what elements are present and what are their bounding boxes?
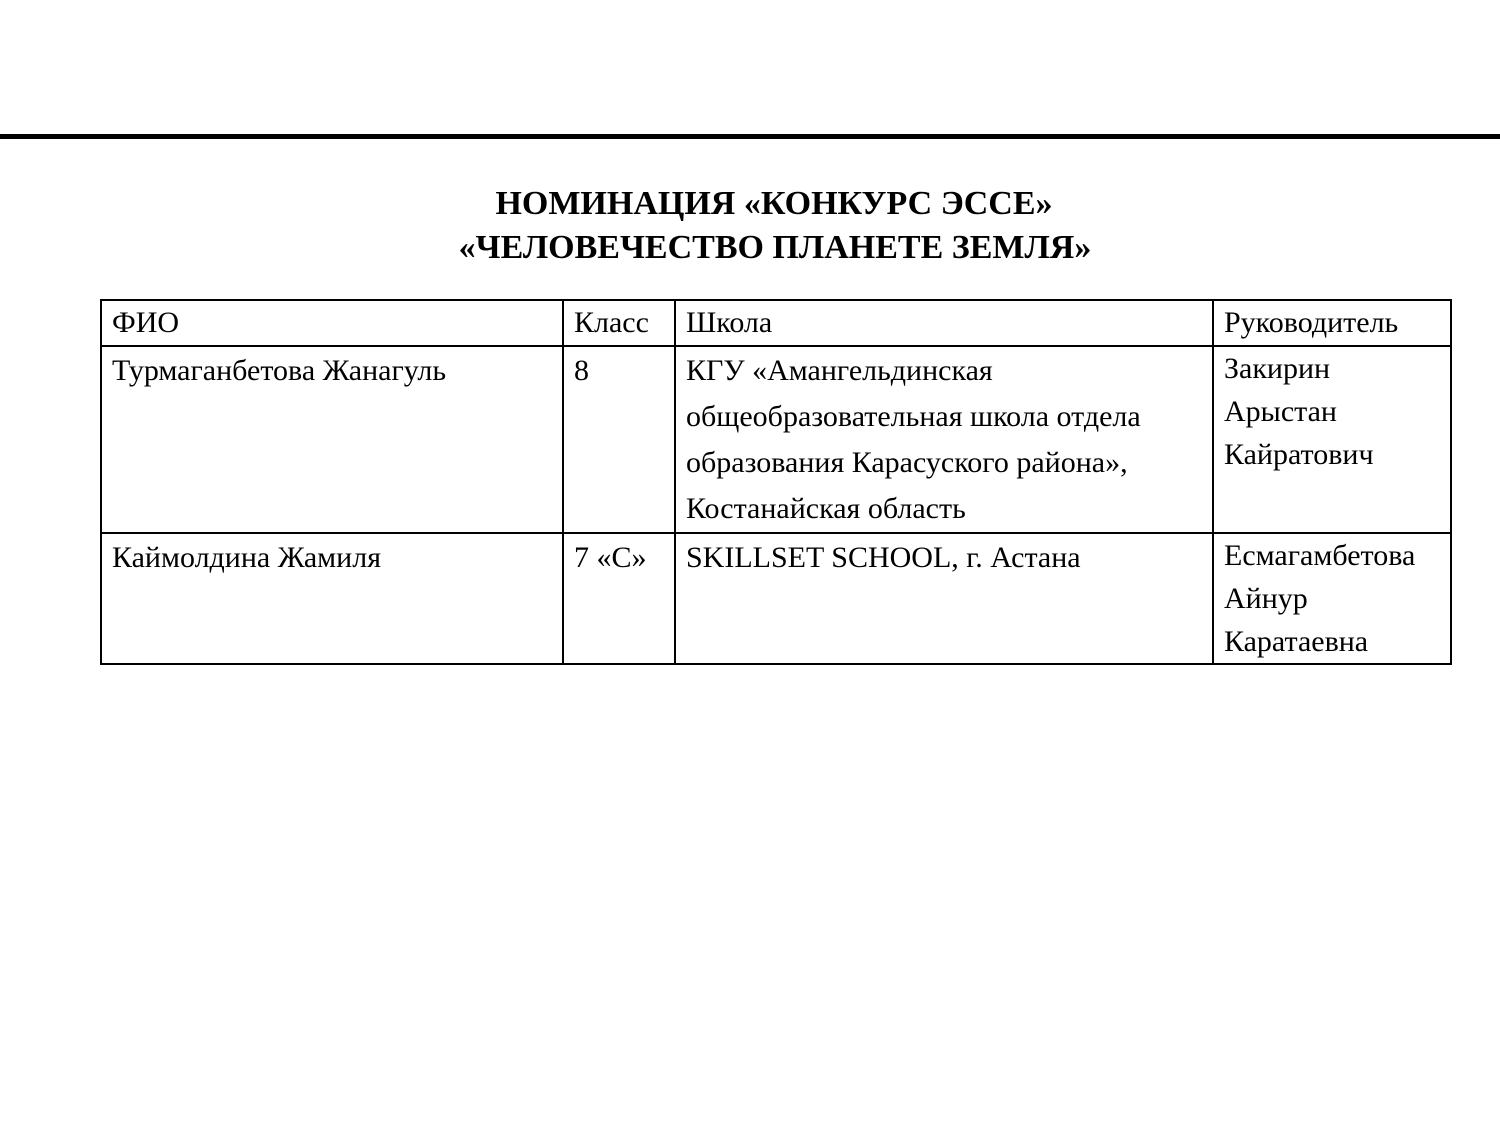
school-name: КГУ «Амангельдинская общеобразовательная школа отдела образования Карасуского района», Костанайская область [686, 354, 1141, 525]
title-line-theme: «ЧЕЛОВЕЧЕСТВО ПЛАНЕТЕ ЗЕМЛЯ» [458, 229, 1092, 266]
winners-table [100, 299, 1452, 665]
student-name: Турмаганбетова Жанагуль [112, 354, 447, 387]
cell-class [563, 346, 675, 533]
supervisor-name: Закирин Арыстан Кайратович [1224, 352, 1374, 471]
cell-class [563, 533, 675, 664]
top-divider-line [0, 134, 1500, 139]
header-school: Школа [675, 300, 1213, 346]
cell-supervisor [1213, 346, 1451, 533]
student-class: 7 «С» [574, 541, 647, 574]
title-line-nomination: НОМИНАЦИЯ «КОНКУРС ЭССЕ» [495, 185, 1053, 222]
document-title [0, 182, 1500, 270]
table-row [101, 346, 1451, 533]
cell-school [675, 346, 1213, 533]
header-name: ФИО [101, 300, 563, 346]
header-supervisor: Руководитель [1213, 300, 1451, 346]
cell-supervisor [1213, 533, 1451, 664]
student-class: 8 [574, 354, 589, 387]
cell-name [101, 346, 563, 533]
cell-school [675, 533, 1213, 664]
school-name: SKILLSET SCHOOL, г. Астана [686, 541, 1081, 574]
table-header-row [101, 300, 1451, 346]
supervisor-name: Есмагамбетова Айнур Каратаевна [1224, 539, 1416, 658]
table-row [101, 533, 1451, 664]
header-class: Класс [563, 300, 675, 346]
student-name: Каймолдина Жамиля [112, 541, 381, 574]
cell-name [101, 533, 563, 664]
